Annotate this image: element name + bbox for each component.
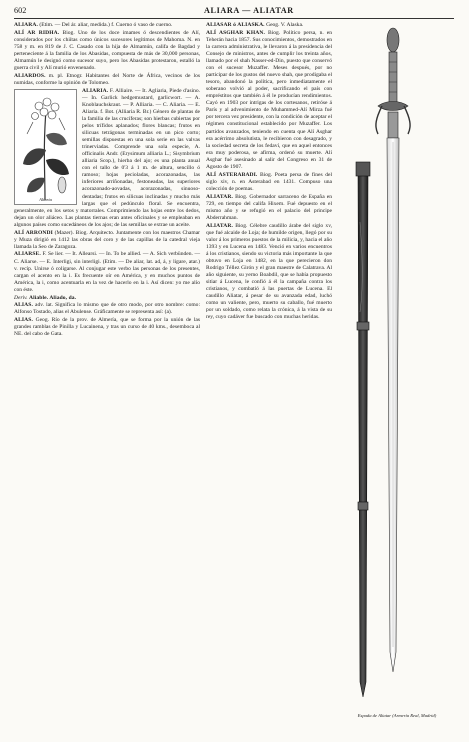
headword: ALIAS. — [14, 317, 33, 324]
entry — [14, 88, 200, 229]
entry-text: Biog. Uno de los doce imames ó descendientes de Alí, considerados por los chiítas como únicos sucesores legítimos de Mahoma. N. en 758 y m. en 819 de J. C. Casado con la hija de Almamún, califa de Bagdad y perteneciente á la familia de los Abasidas, compuesta de más de 30,000 personas, Almamún le designó como sucesor suyo, pero los Abasidas protestaron, estalló la guerra civil y Alí murió envenenado. — [14, 29, 200, 72]
entry-text: Geog. V. Alaska. — [266, 22, 304, 28]
entry — [14, 230, 200, 251]
entry — [14, 73, 200, 87]
headword: ALIARDOS. — [14, 72, 46, 79]
header-rule — [14, 18, 454, 19]
entry-text: Biog. Gobernador sarraceno de España en 729, en tiempo del califa Hixem. Fué depuesto en el mismo año y se refugió en el palacio del principe Abderrahman. — [206, 193, 332, 221]
running-head — [14, 5, 454, 17]
entry-text: Biog. Político persa, n. en Teherán hacia 1857. Sus conocimientos, demostrados en la carrera administrativa, le llevaron á la presidencia del Consejo de ministros, antes de cumplir los treinta años, llamado por el shah Nasser-ed-Din, puesto que conservó con el sucesor Muzaffer. Meses después, por no participar de los gustos del nuevo shah, que prodigaba el tesoro, abandonó la política, pero inmediatamente el soberano volvió al poder, sacrificando el país con empréstitos que también á él le producían rendimientos. Cayó en 1903 por intrigas de los cortesanos, retiróse á París y al advenimiento de Muhammed-Alí Mirza fué por tercera vez presidente, con la condición de aceptar el régimen constitucional establecido por Muzaffer. Los partidos avanzados, teniendo en cuenta que Alí Asghar era acérrimo absolutista, le recibieron con desagrado, y la sociedad secreta de los fedaví, que en aquel entonces era muy poderosa, se afirma, ordenó su muerte. Alí Asghar fué asesinado al salir del Congreso en 31 de Agosto de 1907. — [206, 29, 333, 170]
sword-caption: Espada de Aliatar (Armería Real, Madrid) — [357, 713, 437, 718]
entry — [14, 251, 200, 293]
entry-text: (Etim. — Del ár. aliar, medida.) f. Cuerno ó vaso de cuerno. — [39, 22, 173, 28]
headword: ALÍ ASTERABADI. — [206, 171, 258, 178]
headword: ALIAS. — [14, 302, 33, 309]
figure-caption: Aliaria — [39, 196, 52, 202]
entry-text: Geog. Río de la prov. de Almería, que se forma por la unión de las grandes ramblas de Pinilla y Lucainena, y tras un curso de 40 kms., desemboca al NE. del cabo de Gata. — [14, 317, 201, 338]
entry-text: Aliable. Aliado, da. — [29, 294, 77, 301]
headword: ALIARSE. — [14, 251, 41, 258]
entry — [206, 172, 332, 193]
headword: ALIATAR. — [206, 193, 233, 200]
aliaria-illustration — [14, 89, 77, 205]
entry — [206, 223, 332, 322]
headword: ALIATAR. — [206, 222, 233, 229]
entry — [206, 22, 332, 29]
entry — [206, 194, 332, 222]
headword: ALÍ ASGHAR KHAN. — [206, 29, 265, 36]
entry-text: m. pl. Etnogr. Habitantes del Norte de África, vecinos de los numidas, conforme la opinión de Tolomeo. — [14, 72, 201, 86]
entry-text: Biog. Poeta persa de fines del siglo xiv, n. en Asterabad en 1431. Compuso una colección de poemas. — [206, 171, 333, 192]
entry — [14, 22, 200, 29]
entry-text: Biog. Célebre caudillo árabe del siglo xv, que fué alcaide de Loja; de humilde origen, llegó por su valor á los primeros puestos de la milicia, y, hacia el año 1393 y en Lucena en 1483. Venció en varios encuentros á los cristianos, siendo su victoria más importante la que obtuvo en Loja en 1482, en la que perecieron don Rodrigo Téllez Girón y el gran maestre de Calatrava. Al año siguiente, su yerno Boabdil, que se había propuesto sitiar á Lucena, le confió á él la campaña contra los cristianos, y combatió á las puertas de Lucena. El caudillo Aliatar, á pesar de su avanzada edad, luchó como un valiente, pero, muerto su caballo, fué muerto por un soldado, como relata la crónica, á la vista de su rey, cuyo cadáver fue buscado con muchas heridas. — [206, 222, 332, 321]
headword: Deriv. — [14, 294, 28, 301]
page-title: ALIARA — ALIATAR — [204, 6, 294, 15]
entry-text: adv. lat. Significa lo mismo que de otro modo, por otro nombre: como: Alfonso Tostado, alias el Abulense. Gráficamente se representa así: (a). — [14, 302, 200, 316]
headword: ALIARA. — [14, 22, 38, 28]
headword: ALÍ AR RIDHA. — [14, 29, 60, 36]
aliaria-plant-drawing — [15, 90, 76, 204]
entry-text: F. Se lier. — It. Allearsi. — In. To be allied. — A. Sich verbünden. — C. Aliarse. — E. Interligi, sin interligi. (Etim. — De aliar, lat. ad, á, y ligare, atar.) v. recíp. Unirse ó coligarse. Al conjugar este verbo las personas de los presentes, cargan el acento en la i. Es frecuente oír en América, y en muchos puntos de América, la i, como acentuarla en la vez de hacerlo en la i. Así dicen: yo me alío con éste. — [14, 251, 200, 293]
entry-text: (Mazer). Biog. Arquitecto. Juntamente con los maestros Chamar y Muza dirigió en 1412 las obras del coro y de las capillas de la catedral vieja llamada la Seo de Zaragoza. — [14, 229, 201, 250]
entry-text: F. Alliaire. — It. Agliaria, Piede d'asino. — In. Garlick hedgemustard, garlicwort. — A. Knoblauchskraut. — P. Alliaria. — C. Aliaria. — E. Aliaria. f. Bot. (Alliaria R. Br.) Género de plantas de la familia de las crucíferas; son hierbas cubiertas por pelos trífidos aplanados; flores blancas; frutos en silicuas tetrágonas terminadas en un pico corto; semillas dispuestas en una sola serie en las valvas trinerviadas. Comprende una sola especie, A. officinalis Andr. (Erysimum alliaria L.; Sisymbrium alliaria Scop.), hierba del ajo; es una planta anual con el tallo de 0'3 á 1 m. de altura, sencillo ó ramoso; hojas pecioladas, acorazonadas, las inferiores arriñonadas, festoneadas, las superiores acorazonado-aovadas, acorazonadas, sinuoso-dentadas; frutos en silicuas inclinadas y mucho más largas que el pedúnculo floral. Se encuentra, generalmente, en los setos y matorrales. Comprimiendo las hojas entre los dedos, dejan un olor aliáceo. Las plantas tiernas eran antes oficinales y se empleaban en algunos países como sucedáneos de los ajos; de las semillas se extrae un aceite. — [14, 87, 201, 228]
entry — [14, 317, 200, 338]
entry — [206, 30, 332, 171]
column-2 — [206, 22, 332, 321]
page-number: 602 — [14, 6, 27, 15]
sword-drawing — [338, 22, 456, 712]
entry — [14, 295, 200, 302]
sword-illustration — [338, 22, 456, 740]
column-1 — [14, 22, 200, 338]
entry — [14, 30, 200, 72]
headword: ALIASAR ó ALIASKA. — [206, 22, 265, 28]
headword: ALIARIA. — [82, 87, 109, 94]
headword: ALÍ ARRONDI — [14, 229, 53, 236]
entry — [14, 302, 200, 316]
